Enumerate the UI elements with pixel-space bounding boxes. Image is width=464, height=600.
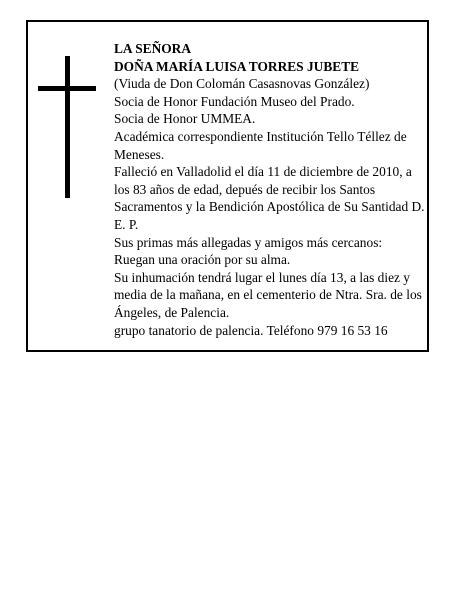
cross-horizontal-bar bbox=[38, 86, 96, 91]
widow-line: (Viuda de Don Colomán Casasnovas González) bbox=[114, 76, 370, 92]
honor-ummea-line: Socia de Honor UMMEA. bbox=[114, 111, 256, 127]
cross-vertical-bar bbox=[65, 56, 70, 198]
cross-icon bbox=[38, 56, 96, 198]
obituary-text bbox=[114, 40, 426, 339]
obituary-notice bbox=[26, 20, 429, 352]
prayer-line: Ruegan una oración por su alma. bbox=[114, 252, 291, 268]
academic-line: Académica correspondiente Institución Tello Téllez de Meneses. bbox=[114, 128, 407, 162]
obituary-title: LA SEÑORA bbox=[114, 41, 192, 56]
honor-prado-line: Socia de Honor Fundación Museo del Prado. bbox=[114, 93, 355, 109]
relatives-line: Sus primas más allegadas y amigos más cercanos: bbox=[114, 234, 383, 250]
deceased-name: DOÑA MARÍA LUISA TORRES JUBETE bbox=[114, 58, 360, 74]
burial-paragraph: Su inhumación tendrá lugar el lunes día 13, a las diez y media de la mañana, en el cementerio de Ntra. Sra. de los Ángeles, de Palencia. bbox=[114, 269, 422, 320]
death-paragraph: Falleció en Valladolid el día 11 de diciembre de 2010, a los 83 años de edad, depués de recibir los Santos Sacramentos y la Bendición Apostólica de Su Santidad D. E. P. bbox=[114, 164, 425, 232]
funeral-home-line: grupo tanatorio de palencia. Teléfono 979 16 53 16 bbox=[114, 322, 388, 338]
